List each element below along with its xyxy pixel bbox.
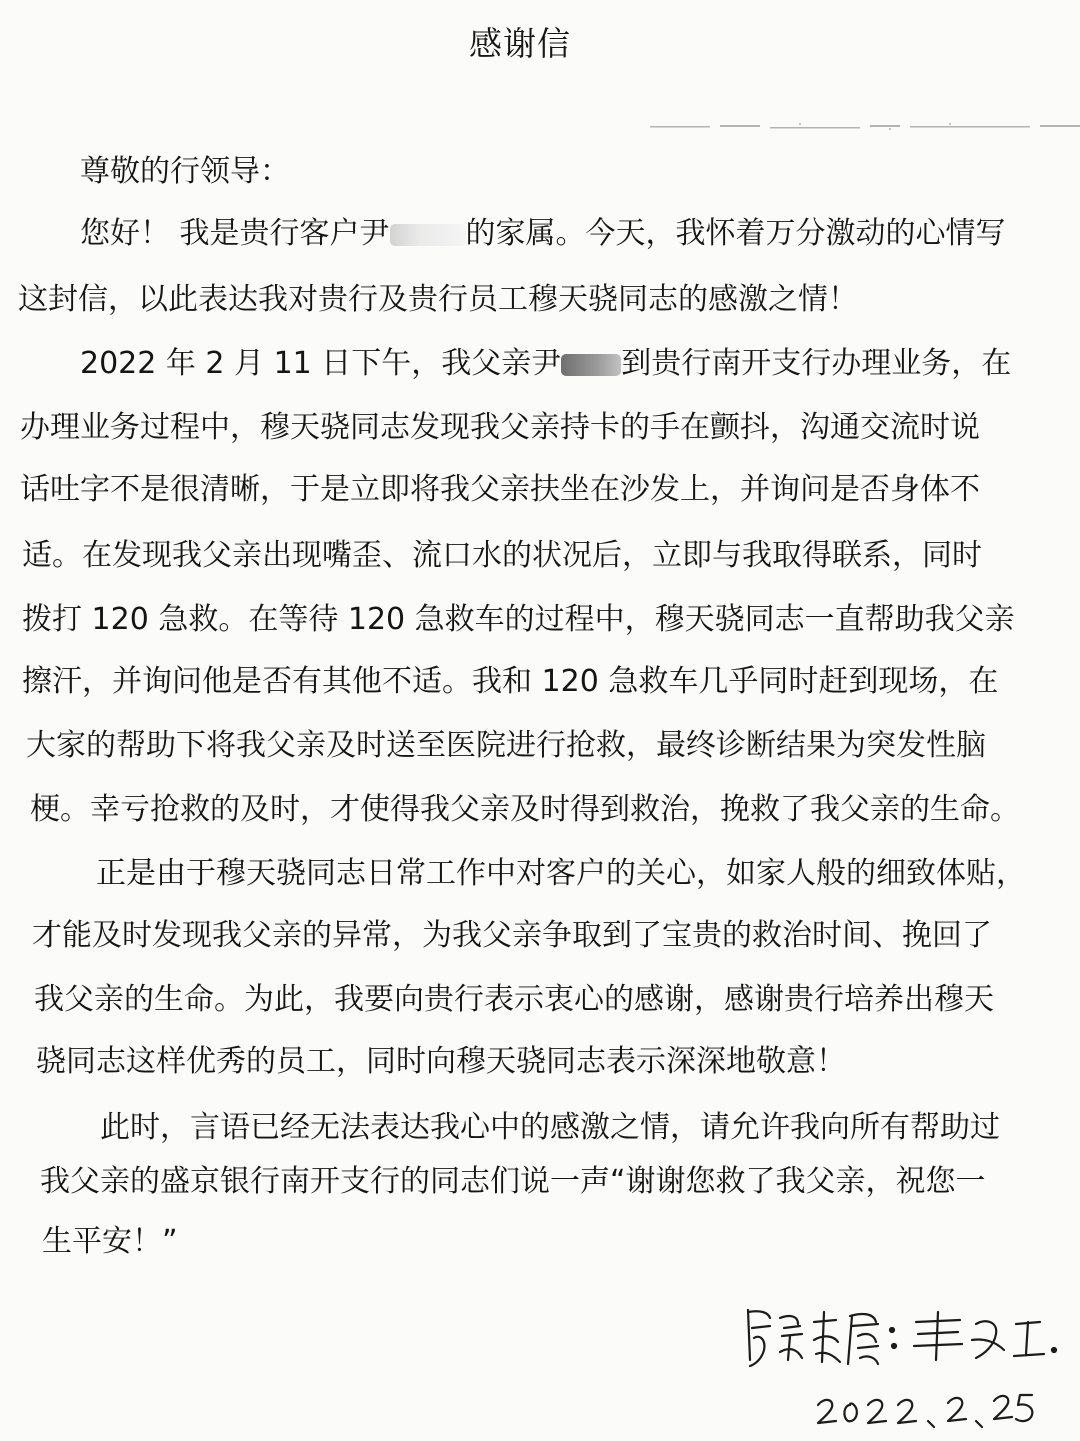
paragraph-2-text-before: 2022 年 2 月 11 日下午，我父亲尹 (80, 346, 562, 381)
paragraph-4-line-2: 我父亲的盛京银行南开支行的同志们说一声“谢谢您救了我父亲，祝您一 (40, 1164, 986, 1199)
paragraph-2-line-7: 大家的帮助下将我父亲及时送至医院进行抢救，最终诊断结果为突发性脑 (26, 728, 986, 763)
paragraph-4-line-3: 生平安！” (42, 1224, 178, 1259)
paragraph-2-line-3: 话吐字不是很清晰，于是立即将我父亲扶坐在沙发上，并询问是否身体不 (20, 472, 980, 507)
paragraph-2-line-2: 办理业务过程中，穆天骁同志发现我父亲持卡的手在颤抖，沟通交流时说 (20, 410, 980, 445)
paragraph-2-line-8: 梗。幸亏抢救的及时，才使得我父亲及时得到救治，挽救了我父亲的生命。 (30, 792, 1020, 827)
paragraph-1-text-before: 您好！ 我是贵行客户尹 (80, 216, 390, 251)
paragraph-3-line-3: 我父亲的生命。为此，我要向贵行表示衷心的感谢，感谢贵行培养出穆天 (34, 982, 994, 1017)
paragraph-1-line-1 (80, 214, 1006, 254)
handwritten-signature (740, 1300, 1060, 1375)
paragraph-2-line-1 (80, 344, 1011, 384)
paragraph-3-line-2: 才能及时发现我父亲的异常，为我父亲争取到了宝贵的救治时间、挽回了 (32, 918, 992, 953)
letter-title: 感谢信 (469, 24, 571, 63)
paragraph-1-text-after: 的家属。今天，我怀着万分激动的心情写 (465, 216, 1006, 251)
salutation: 尊敬的行领导： (80, 154, 290, 189)
redacted-name (561, 354, 621, 376)
redacted-name (390, 224, 466, 246)
paragraph-2-line-6: 擦汗，并询问他是否有其他不适。我和 120 急救车几乎同时赶到现场，在 (22, 664, 999, 699)
scan-smudge (650, 122, 1080, 132)
paragraph-1-line-2: 这封信，以此表达我对贵行及贵行员工穆天骁同志的感激之情！ (18, 282, 858, 317)
paragraph-3-line-4: 骁同志这样优秀的员工，同时向穆天骁同志表示深深地敬意！ (36, 1044, 846, 1079)
paragraph-3-line-1: 正是由于穆天骁同志日常工作中对客户的关心，如家人般的细致体贴， (96, 856, 1026, 891)
paragraph-2-line-5: 拨打 120 急救。在等待 120 急救车的过程中，穆天骁同志一直帮助我父亲 (22, 602, 1015, 637)
paragraph-2-line-4: 适。在发现我父亲出现嘴歪、流口水的状况后，立即与我取得联系，同时 (22, 538, 982, 573)
paragraph-4-line-1: 此时，言语已经无法表达我心中的感激之情，请允许我向所有帮助过 (100, 1110, 1000, 1145)
handwritten-date (810, 1375, 1040, 1435)
paragraph-2-text-after: 到贵行南开支行办理业务，在 (621, 346, 1012, 381)
